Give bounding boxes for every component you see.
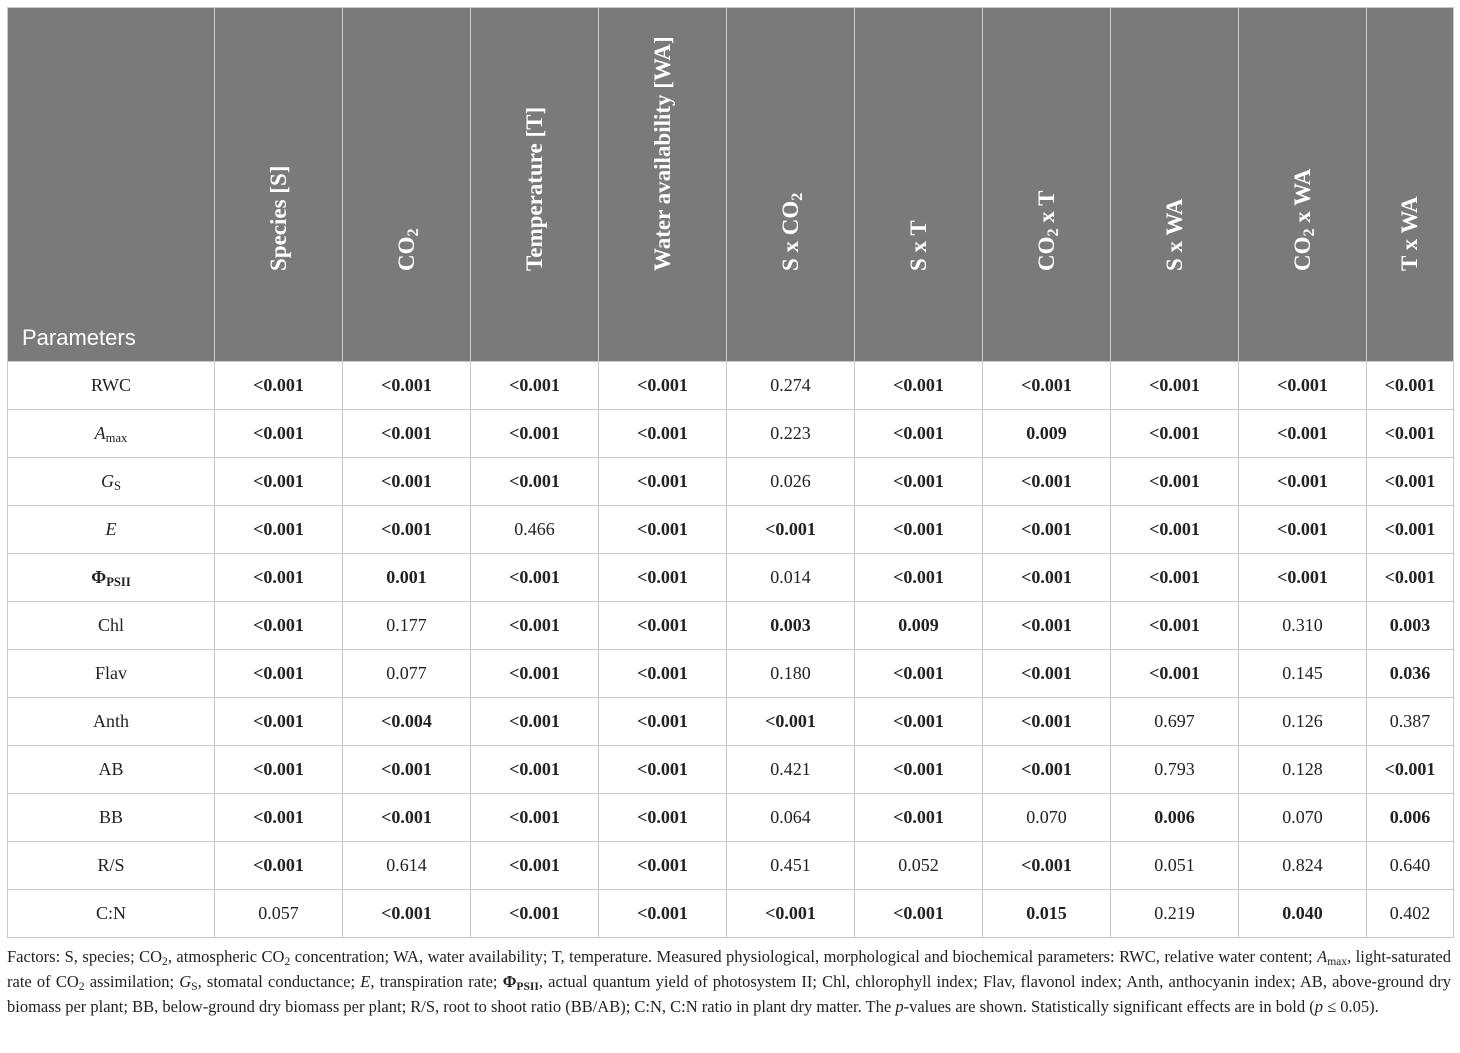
p-value-cell: <0.001 (1367, 410, 1454, 458)
p-value-cell: <0.001 (1367, 746, 1454, 794)
p-value-cell: 0.614 (343, 842, 471, 890)
caption-text: , transpiration rate; (370, 972, 503, 991)
p-value-cell: 0.177 (343, 602, 471, 650)
p-value-cell: <0.001 (855, 362, 983, 410)
p-value-cell: <0.001 (471, 458, 599, 506)
p-value-cell: <0.001 (855, 650, 983, 698)
p-value-cell: <0.001 (1111, 554, 1239, 602)
column-header (983, 8, 1111, 362)
p-value-cell: 0.824 (1239, 842, 1367, 890)
p-value-cell: <0.001 (983, 458, 1111, 506)
p-value-cell: <0.001 (599, 650, 727, 698)
p-value-cell: <0.001 (1367, 362, 1454, 410)
p-value-cell: 0.145 (1239, 650, 1367, 698)
p-value-cell: <0.001 (471, 410, 599, 458)
p-value-cell: <0.001 (343, 362, 471, 410)
p-value-cell: <0.001 (215, 506, 343, 554)
p-value-cell: <0.001 (343, 410, 471, 458)
p-value-cell: 0.402 (1367, 890, 1454, 938)
p-value-cell: <0.001 (471, 842, 599, 890)
p-value-cell: <0.001 (855, 746, 983, 794)
p-value-cell: 0.064 (727, 794, 855, 842)
caption-symbol: G (179, 972, 192, 991)
column-header (215, 8, 343, 362)
p-value-cell: <0.001 (343, 890, 471, 938)
p-value-table (7, 7, 1454, 938)
caption-text: Factors: S, species; CO (7, 947, 163, 966)
p-value-cell: 0.451 (727, 842, 855, 890)
p-value-cell: <0.001 (471, 794, 599, 842)
p-value-cell: <0.001 (983, 842, 1111, 890)
p-value-cell: <0.001 (343, 458, 471, 506)
column-header (1239, 8, 1367, 362)
p-value-cell: <0.001 (1367, 554, 1454, 602)
column-header (599, 8, 727, 362)
p-value-cell: <0.001 (855, 794, 983, 842)
p-value-cell: <0.001 (983, 362, 1111, 410)
p-value-cell: <0.001 (727, 698, 855, 746)
row-label: E (8, 506, 215, 554)
p-value-cell: <0.001 (471, 698, 599, 746)
table-row (8, 410, 1454, 458)
p-value-cell: <0.001 (1111, 602, 1239, 650)
caption-text: , stomatal conductance; (197, 972, 361, 991)
p-value-cell: <0.001 (855, 554, 983, 602)
p-value-cell: <0.001 (471, 362, 599, 410)
p-value-cell: <0.001 (471, 554, 599, 602)
column-header-label: $CO_2$ (393, 228, 422, 271)
p-value-cell: <0.001 (855, 506, 983, 554)
column-header (471, 8, 599, 362)
caption-text: , actual quantum yield of photosystem II; Chl, chlorophyll index; Flav, flavonol index; Anth, anthocyanin index; AB, above-ground dry biomass per plant; BB, below-ground dry biomass per plant; R/S, root to shoot ratio (BB/AB); C:N, C:N ratio in plant dry matter. The (7, 972, 1451, 1016)
p-value-cell: <0.001 (599, 746, 727, 794)
p-value-cell: 0.274 (727, 362, 855, 410)
p-value-cell: 0.001 (343, 554, 471, 602)
column-header-label: S x WA (1161, 198, 1187, 271)
p-value-cell: <0.001 (215, 602, 343, 650)
p-value-cell: <0.001 (1111, 410, 1239, 458)
caption-sub: 2 (284, 955, 291, 968)
row-label: $A_{max}$ (8, 410, 215, 458)
p-value-cell: <0.001 (599, 842, 727, 890)
column-header-label: Temperature [T] (521, 106, 547, 271)
p-value-cell: 0.003 (1367, 602, 1454, 650)
p-value-cell: 0.026 (727, 458, 855, 506)
row-label: $\Phi_{PSII}$ (8, 554, 215, 602)
p-value-cell: <0.001 (599, 554, 727, 602)
p-value-cell: <0.001 (215, 554, 343, 602)
table-row (8, 746, 1454, 794)
p-value-cell: 0.040 (1239, 890, 1367, 938)
table-row (8, 698, 1454, 746)
p-value-cell: 0.009 (983, 410, 1111, 458)
p-value-cell: 0.128 (1239, 746, 1367, 794)
column-header-label: Species [S] (265, 165, 291, 271)
parameters-header-label: Parameters (22, 325, 136, 350)
table-row (8, 602, 1454, 650)
caption-sub: PSII (516, 980, 539, 993)
p-value-cell: <0.001 (1111, 458, 1239, 506)
results-table-container (7, 7, 1453, 1019)
p-value-cell: <0.001 (471, 602, 599, 650)
caption-symbol: p (895, 997, 904, 1016)
p-value-cell: <0.001 (343, 506, 471, 554)
p-value-cell: <0.001 (343, 746, 471, 794)
parameters-header (8, 8, 215, 362)
p-value-cell: <0.001 (599, 410, 727, 458)
p-value-cell: <0.001 (215, 458, 343, 506)
p-value-cell: <0.001 (215, 794, 343, 842)
p-value-cell: <0.001 (855, 698, 983, 746)
caption-symbol: E (360, 972, 371, 991)
p-value-cell: 0.697 (1111, 698, 1239, 746)
caption-text: , atmospheric CO (167, 947, 285, 966)
table-footnote (7, 944, 1453, 1019)
header-row (8, 8, 1454, 362)
p-value-cell: <0.001 (983, 746, 1111, 794)
p-value-cell: <0.001 (215, 362, 343, 410)
p-value-cell: 0.057 (215, 890, 343, 938)
p-value-cell: 0.126 (1239, 698, 1367, 746)
row-label: C:N (8, 890, 215, 938)
column-header (727, 8, 855, 362)
p-value-cell: <0.001 (599, 890, 727, 938)
p-value-cell: <0.001 (1111, 650, 1239, 698)
p-value-cell: <0.001 (1239, 458, 1367, 506)
p-value-cell: 0.070 (983, 794, 1111, 842)
p-value-cell: <0.001 (727, 890, 855, 938)
column-header-label: S x T (905, 220, 931, 271)
table-row (8, 506, 1454, 554)
p-value-cell: 0.070 (1239, 794, 1367, 842)
row-label: Flav (8, 650, 215, 698)
table-row (8, 794, 1454, 842)
p-value-cell: <0.001 (215, 746, 343, 794)
p-value-cell: <0.001 (215, 842, 343, 890)
row-label: BB (8, 794, 215, 842)
p-value-cell: 0.052 (855, 842, 983, 890)
p-value-cell: <0.001 (471, 746, 599, 794)
table-row (8, 458, 1454, 506)
p-value-cell: <0.001 (1239, 410, 1367, 458)
row-label: R/S (8, 842, 215, 890)
caption-symbol: Φ (502, 972, 517, 991)
table-row (8, 554, 1454, 602)
caption-symbol: p (1314, 997, 1323, 1016)
row-label: $G_S$ (8, 458, 215, 506)
p-value-cell: <0.001 (855, 410, 983, 458)
table-row (8, 650, 1454, 698)
caption-sub: 2 (78, 980, 85, 993)
p-value-cell: 0.077 (343, 650, 471, 698)
table-body (8, 362, 1454, 938)
caption-text: , light-saturated rate of CO (7, 947, 1451, 991)
p-value-cell: <0.001 (983, 698, 1111, 746)
p-value-cell: 0.387 (1367, 698, 1454, 746)
p-value-cell: <0.001 (1367, 458, 1454, 506)
caption-symbol: A (1317, 947, 1328, 966)
column-header (343, 8, 471, 362)
p-value-cell: <0.001 (983, 650, 1111, 698)
column-header (1367, 8, 1454, 362)
p-value-cell: <0.001 (599, 458, 727, 506)
caption-sub: 2 (162, 955, 168, 968)
p-value-cell: <0.001 (1111, 362, 1239, 410)
p-value-cell: <0.001 (471, 890, 599, 938)
p-value-cell: 0.180 (727, 650, 855, 698)
p-value-cell: 0.219 (1111, 890, 1239, 938)
p-value-cell: <0.001 (343, 794, 471, 842)
p-value-cell: 0.793 (1111, 746, 1239, 794)
p-value-cell: <0.001 (599, 698, 727, 746)
p-value-cell: <0.001 (983, 554, 1111, 602)
p-value-cell: 0.640 (1367, 842, 1454, 890)
p-value-cell: <0.001 (471, 650, 599, 698)
p-value-cell: <0.001 (1367, 506, 1454, 554)
p-value-cell: <0.001 (983, 602, 1111, 650)
table-row (8, 890, 1454, 938)
p-value-cell: <0.001 (1239, 362, 1367, 410)
p-value-cell: <0.004 (343, 698, 471, 746)
p-value-cell: 0.014 (727, 554, 855, 602)
row-label: Chl (8, 602, 215, 650)
p-value-cell: <0.001 (215, 410, 343, 458)
caption-text: assimilation; (84, 972, 180, 991)
p-value-cell: <0.001 (1239, 554, 1367, 602)
row-label: Anth (8, 698, 215, 746)
p-value-cell: <0.001 (599, 506, 727, 554)
p-value-cell: <0.001 (855, 890, 983, 938)
p-value-cell: 0.015 (983, 890, 1111, 938)
p-value-cell: 0.051 (1111, 842, 1239, 890)
column-header-label: S x $CO_2$ (777, 192, 806, 271)
p-value-cell: <0.001 (215, 650, 343, 698)
column-header (855, 8, 983, 362)
p-value-cell: 0.036 (1367, 650, 1454, 698)
caption-text: -values are shown. Statistically significant effects are in bold ( (903, 997, 1315, 1016)
row-label: RWC (8, 362, 215, 410)
caption-text: concentration; WA, water availability; T, temperature. Measured physiological, morphological and biochemical parameters: RWC, relative water content; (290, 947, 1318, 966)
column-header-label: T x WA (1397, 196, 1422, 271)
p-value-cell: <0.001 (983, 506, 1111, 554)
p-value-cell: 0.009 (855, 602, 983, 650)
p-value-cell: 0.421 (727, 746, 855, 794)
column-header-label: $CO_2$ x T (1033, 190, 1062, 271)
p-value-cell: 0.006 (1367, 794, 1454, 842)
row-label: AB (8, 746, 215, 794)
column-header-label: Water availability [WA] (649, 36, 675, 271)
caption-text: ≤ 0.05). (1322, 997, 1379, 1016)
table-row (8, 362, 1454, 410)
p-value-cell: <0.001 (599, 794, 727, 842)
caption-sub: max (1327, 955, 1348, 968)
column-header (1111, 8, 1239, 362)
caption-sub: S (191, 980, 198, 993)
p-value-cell: 0.003 (727, 602, 855, 650)
column-header-label: $CO_2$ x WA (1289, 168, 1318, 271)
p-value-cell: <0.001 (599, 362, 727, 410)
p-value-cell: 0.223 (727, 410, 855, 458)
p-value-cell: <0.001 (599, 602, 727, 650)
p-value-cell: 0.006 (1111, 794, 1239, 842)
p-value-cell: <0.001 (1111, 506, 1239, 554)
p-value-cell: <0.001 (1239, 506, 1367, 554)
p-value-cell: <0.001 (727, 506, 855, 554)
table-row (8, 842, 1454, 890)
p-value-cell: <0.001 (215, 698, 343, 746)
p-value-cell: 0.466 (471, 506, 599, 554)
p-value-cell: 0.310 (1239, 602, 1367, 650)
p-value-cell: <0.001 (855, 458, 983, 506)
